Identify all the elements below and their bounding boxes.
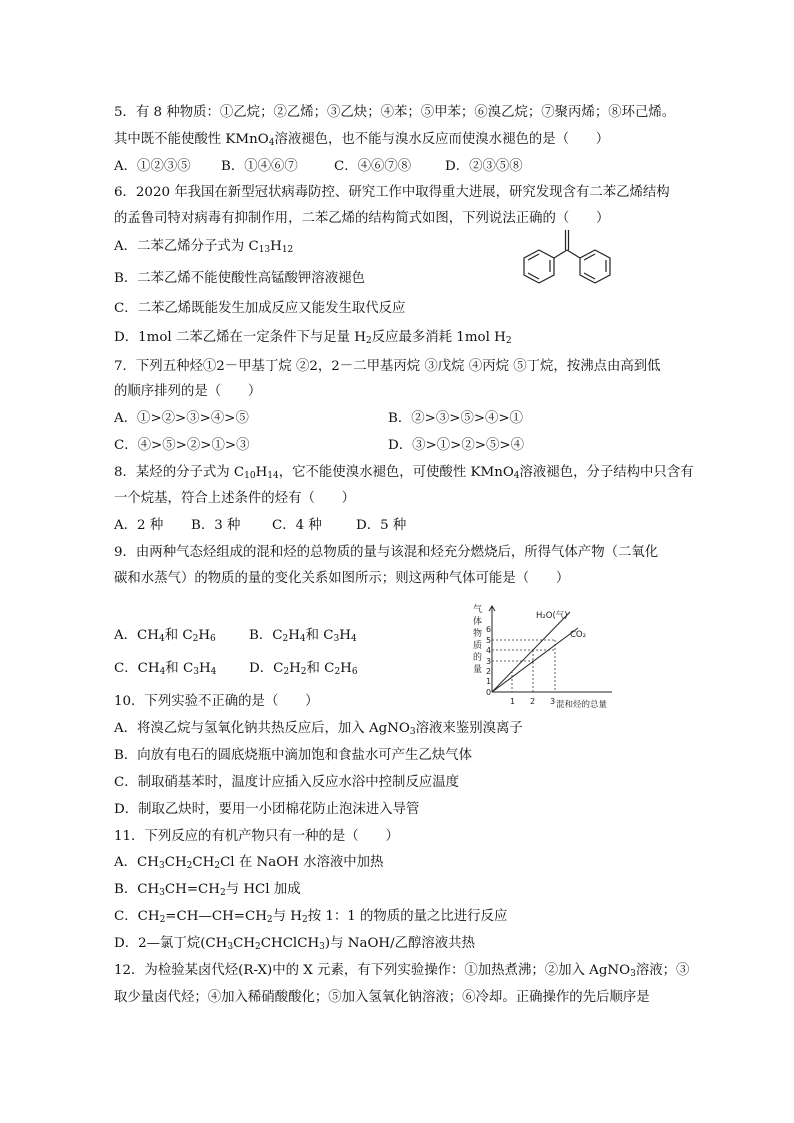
y-tick: 4 [486,646,492,655]
x-tick: 3 [550,697,556,706]
q8-option-d[interactable]: D．5 种 [356,518,407,533]
q11-line1: 11．下列反应的有机产物只有一种的是（ ） [114,829,399,844]
q7-option-d[interactable]: D．③>①>②>⑤>④ [388,438,524,453]
q10-option-b[interactable]: B．向放有电石的圆底烧瓶中滴加饱和食盐水可产生乙炔气体 [114,748,472,763]
q6-option-c[interactable]: C．二苯乙烯既能发生加成反应又能发生取代反应 [114,301,406,316]
q5-option-a[interactable]: A．①②③⑤ [114,159,191,174]
q10-option-d[interactable]: D．制取乙炔时，要用一小团棉花防止泡沫进入导管 [114,802,420,817]
q12-line2: 取少量卤代烃；④加入稀硝酸酸化；⑤加入氢氧化钠溶液；⑥冷却。正确操作的先后顺序是 [114,990,650,1005]
q6-line2: 的孟鲁司特对病毒有抑制作用，二苯乙烯的结构简式如图，下列说法正确的（ ） [114,211,610,226]
q8-line2: 一个烷基，符合上述条件的烃有（ ） [114,491,356,506]
q5-line2: 其中既不能使酸性 KMnO$_4$溶液褪色，也不能与溴水反应而使溴水褪色的是（ ） [114,132,610,148]
ylabel-char: 的 [473,653,483,663]
q7-option-b[interactable]: B．②>③>⑤>④>① [388,411,524,426]
x-tick: 1 [510,697,516,706]
q11-option-a[interactable]: A．$CH_3CH_2CH_2Cl$ 在 NaOH 水溶液中加热 [114,855,384,871]
q5-option-b[interactable]: B．①④⑥⑦ [221,159,298,174]
q11-option-c[interactable]: C．$CH_2=CH—CH=CH_2$与 $H_2$按 1：1 的物质的量之比进行反应 [114,909,508,925]
y-tick: 2 [486,667,492,676]
q10-line1: 10．下列实验不正确的是（ ） [114,694,319,709]
q8-option-c[interactable]: C．4 种 [272,518,322,533]
x-tick: 2 [530,697,536,706]
q7-line1: 7．下列五种烃①2－甲基丁烷 ②2，2－二甲基丙烷 ③戊烷 ④丙烷 ⑤丁烷，按沸点由高到低 [114,359,661,374]
q5-option-c[interactable]: C．④⑥⑦⑧ [334,159,412,174]
q7-option-c[interactable]: C．④>⑤>②>①>③ [114,438,250,453]
q10-option-a[interactable]: A．将溴乙烷与氢氧化钠共热反应后，加入 AgNO$_3$溶液来鉴别溴离子 [114,721,523,737]
q9-line1: 9．由两种气态烃组成的混和烃的总物质的量与该混和烃充分燃烧后，所得气体产物（二氧化 [114,545,659,560]
ylabel-char: 量 [473,665,483,675]
h2o-line [492,612,570,692]
q8-option-a[interactable]: A．2 种 [114,518,164,533]
q9-option-a[interactable]: A．$CH_4$和 $C_2H_6$ [114,628,216,644]
q6-option-b[interactable]: B．二苯乙烯不能使酸性高锰酸钾溶液褪色 [114,271,365,286]
q9-option-b[interactable]: B．$C_2H_4$和 $C_3H_4$ [249,628,357,644]
q11-option-b[interactable]: B．$CH_3CH=CH_2$与 HCl 加成 [114,882,301,898]
h2o-series-label: H₂O(气) [536,611,568,621]
q6-option-d[interactable]: D．1mol 二苯乙烯在一定条件下与足量 $H_2$反应最多消耗 1mol $H_2$ [114,330,512,346]
q7-option-a[interactable]: A．①>②>③>④>⑤ [114,411,249,426]
q7-line2: 的顺序排列的是（ ） [114,384,262,399]
q8-line1: 8．某烃的分子式为 $C_{10}H_{14}$，它不能使溴水褪色，可使酸性 KMnO$_4$溶液褪色，分子结构中只含有 [114,465,694,481]
co2-line [492,628,578,692]
q10-option-c[interactable]: C．制取硝基苯时，温度计应插入反应水浴中控制反应温度 [114,775,460,790]
y-tick: 1 [486,677,492,686]
q6-line1: 6．2020 年我国在新型冠状病毒防控、研究工作中取得重大进展，研究发现含有二苯乙烯结构 [114,185,670,200]
ylabel-char: 体 [473,617,483,627]
ylabel-char: 质 [473,641,483,651]
diphenylethylene-structure [512,226,622,296]
ylabel-char: 气 [473,605,483,615]
q9-option-c[interactable]: C．$CH_4$和 $C_3H_4$ [114,661,217,677]
q5-option-d[interactable]: D．②③⑤⑧ [445,159,523,174]
q9-line2: 碳和水蒸气）的物质的量的变化关系如图所示；则这两种气体可能是（ ） [114,571,570,586]
y-tick: 5 [486,636,492,645]
q5-line1: 5．有 8 种物质：①乙烷；②乙烯；③乙炔；④苯；⑤甲苯；⑥溴乙烷；⑦聚丙烯；⑧环己烯。 [114,105,676,120]
q12-line1: 12．为检验某卤代烃(R-X)中的 X 元素，有下列实验操作：①加热煮沸；②加入 AgNO$_3$溶液；③ [114,963,690,979]
q9-option-d[interactable]: D．$C_2H_2$和 $C_2H_6$ [249,661,358,677]
co2-series-label: CO₂ [570,630,587,640]
y-tick: 6 [486,625,492,634]
q9-gas-amount-figure [470,603,620,715]
q6-option-a[interactable]: A．二苯乙烯分子式为 $C_{13}H_{12}$ [114,239,294,255]
y-tick: 0 [486,688,492,697]
ylabel-char: 物 [473,629,483,639]
y-tick: 3 [486,657,492,666]
q8-option-b[interactable]: B．3 种 [191,518,241,533]
x-axis-label: 混和烃的总量 [556,700,608,710]
q11-option-d[interactable]: D．2—氯丁烷$(CH_3CH_2CHClCH_3)$与 NaOH/乙醇溶液共热 [114,936,475,952]
